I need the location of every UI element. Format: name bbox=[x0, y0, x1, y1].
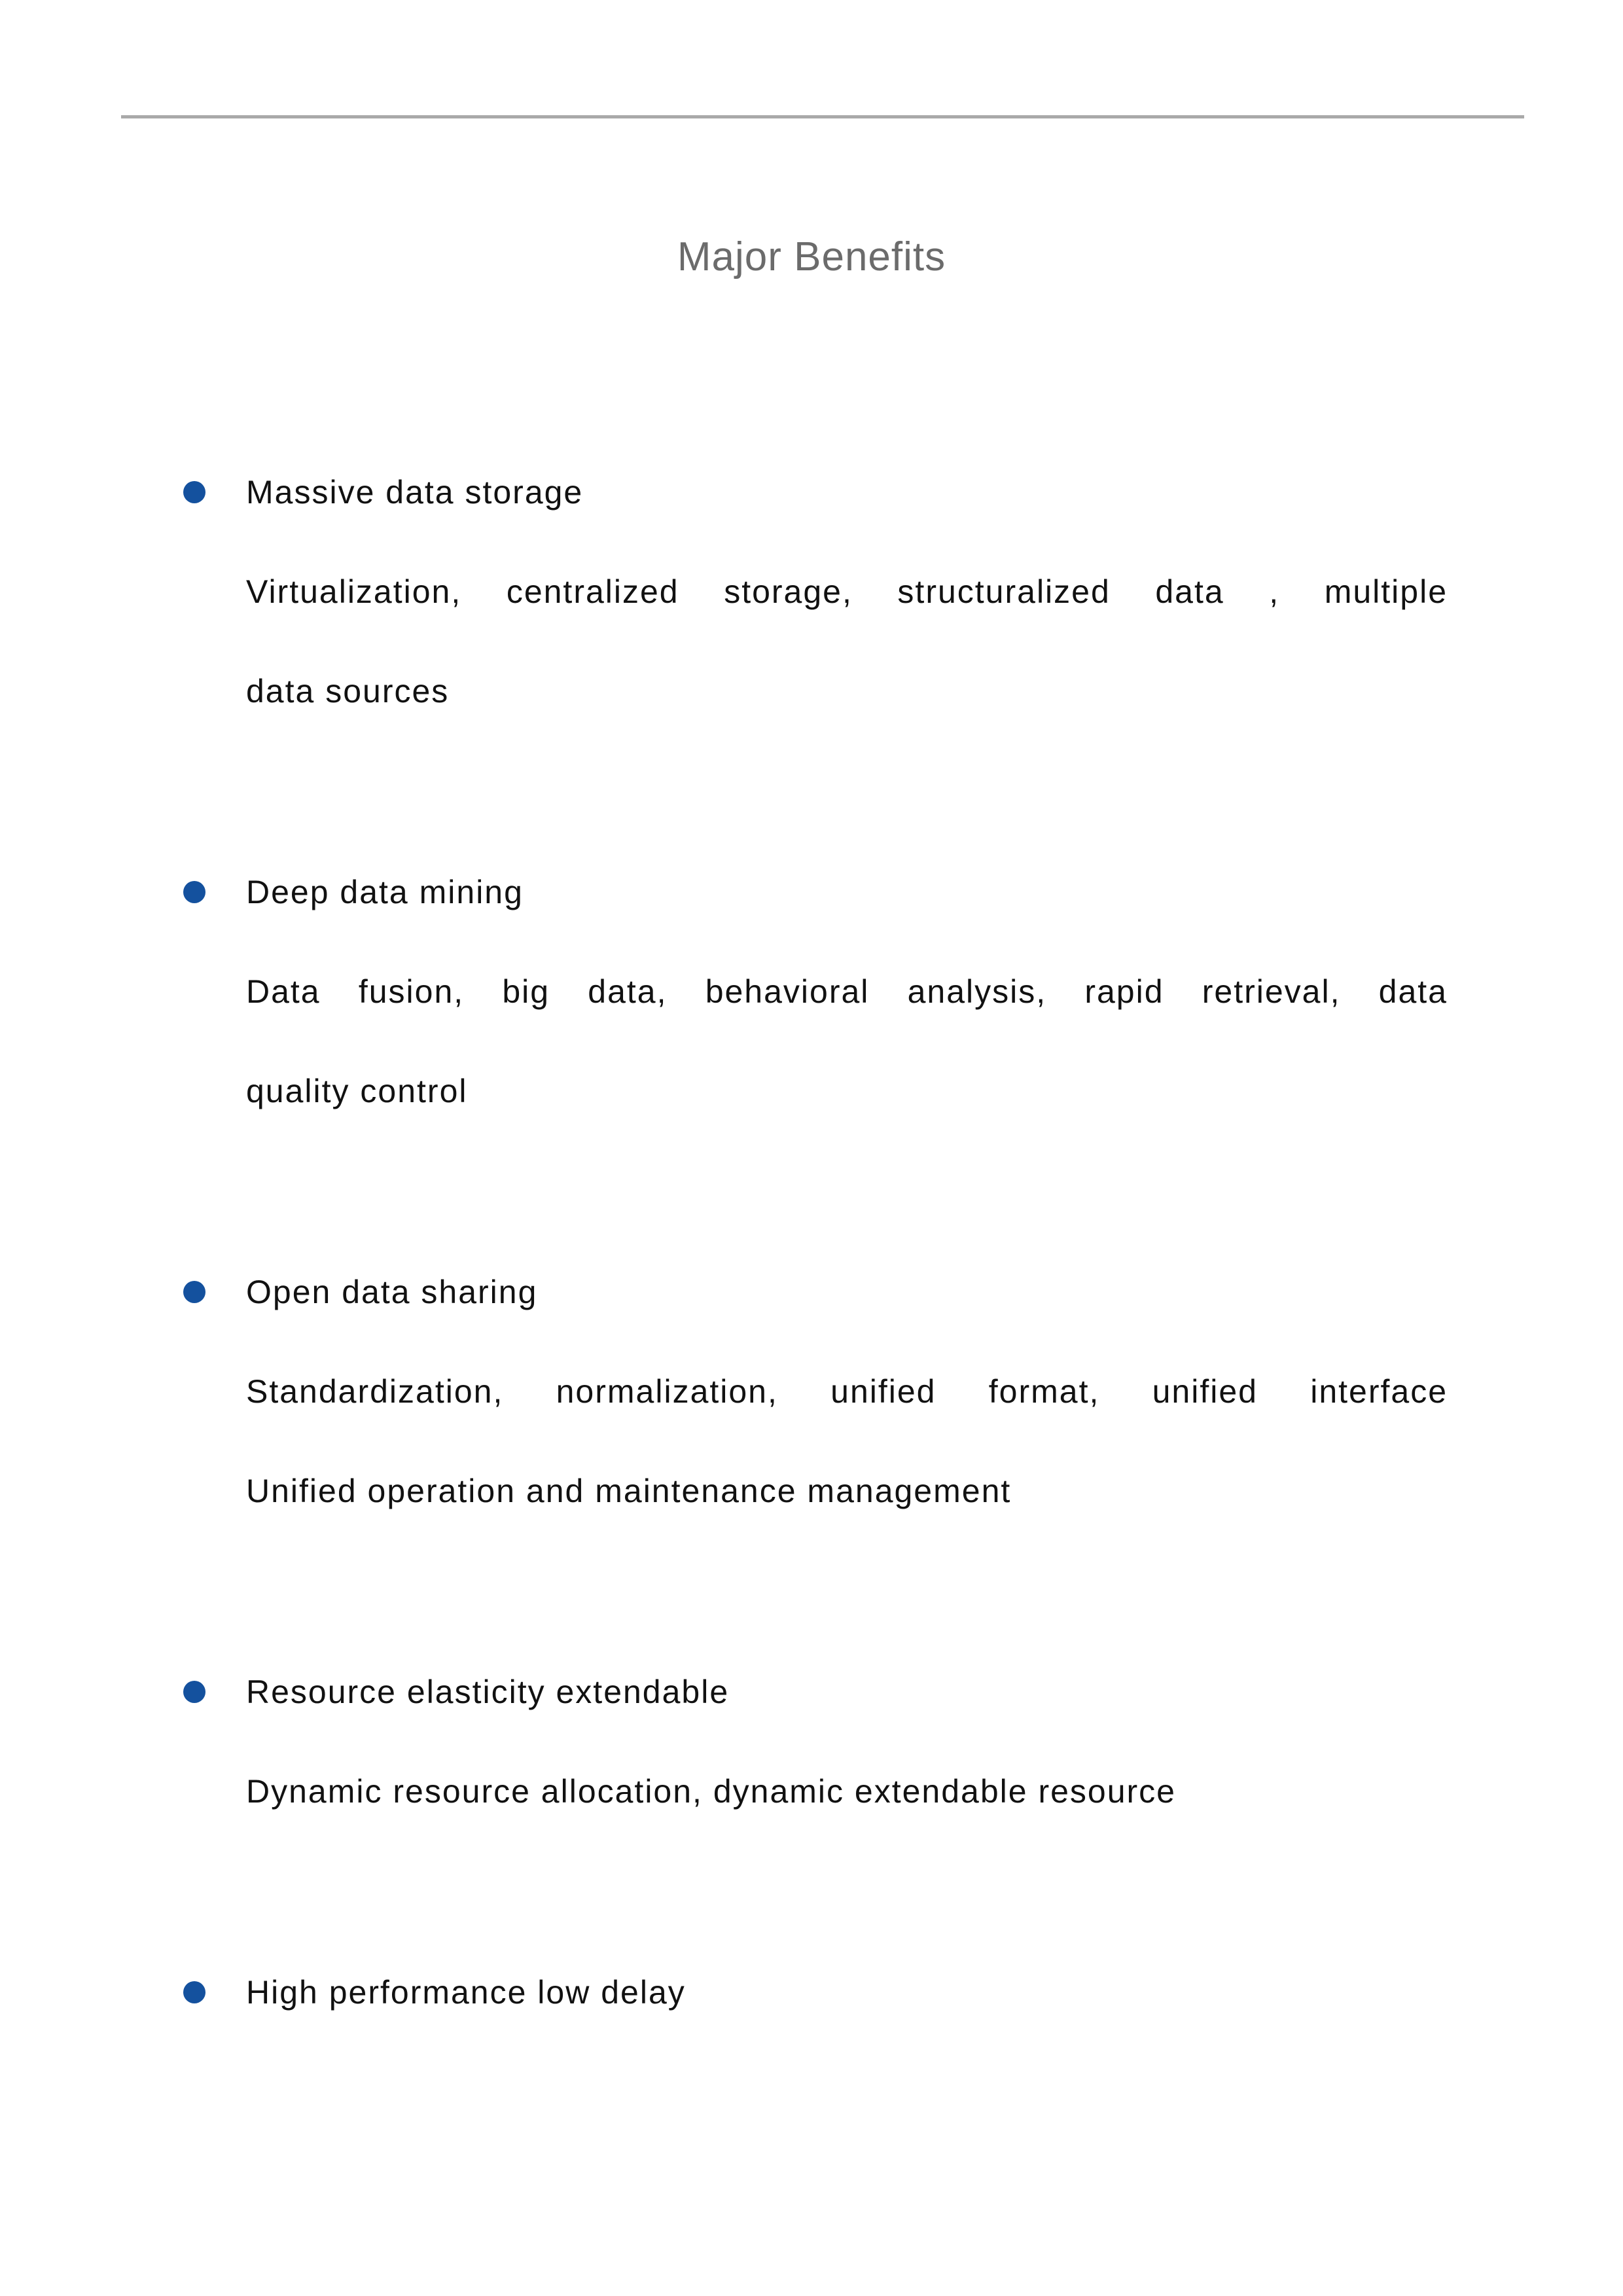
bullet-icon bbox=[183, 1981, 205, 2003]
bullet-icon bbox=[183, 1281, 205, 1303]
bullet-icon bbox=[183, 881, 205, 903]
benefit-heading: Resource elasticity extendable bbox=[246, 1674, 730, 1710]
benefit-detail-line: Dynamic resource allocation, dynamic extendable resource bbox=[246, 1773, 1176, 1810]
benefit-detail-line: Data fusion, big data, behavioral analysis, rapid retrieval, data bbox=[246, 973, 1448, 1010]
list-item bbox=[183, 442, 1448, 741]
list-item bbox=[183, 1642, 1448, 1841]
list-item bbox=[183, 1943, 1448, 2042]
benefit-heading: High performance low delay bbox=[246, 1974, 686, 2011]
benefits-list bbox=[183, 442, 1448, 2144]
benefit-detail-line: Standardization, normalization, unified format, unified interface bbox=[246, 1373, 1448, 1410]
benefit-detail-line: Virtualization, centralized storage, structuralized data , multiple bbox=[246, 573, 1448, 610]
list-item bbox=[183, 842, 1448, 1141]
page-title: Major Benefits bbox=[677, 234, 946, 279]
header-divider bbox=[121, 115, 1524, 118]
benefit-heading: Open data sharing bbox=[246, 1274, 538, 1310]
list-item bbox=[183, 1242, 1448, 1541]
bullet-icon bbox=[183, 1681, 205, 1703]
benefit-detail-line: Unified operation and maintenance management bbox=[246, 1473, 1012, 1509]
benefit-heading: Massive data storage bbox=[246, 474, 584, 511]
bullet-icon bbox=[183, 481, 205, 503]
benefit-detail-line: data sources bbox=[246, 673, 450, 709]
benefit-heading: Deep data mining bbox=[246, 874, 524, 910]
benefit-detail-line: quality control bbox=[246, 1073, 468, 1109]
